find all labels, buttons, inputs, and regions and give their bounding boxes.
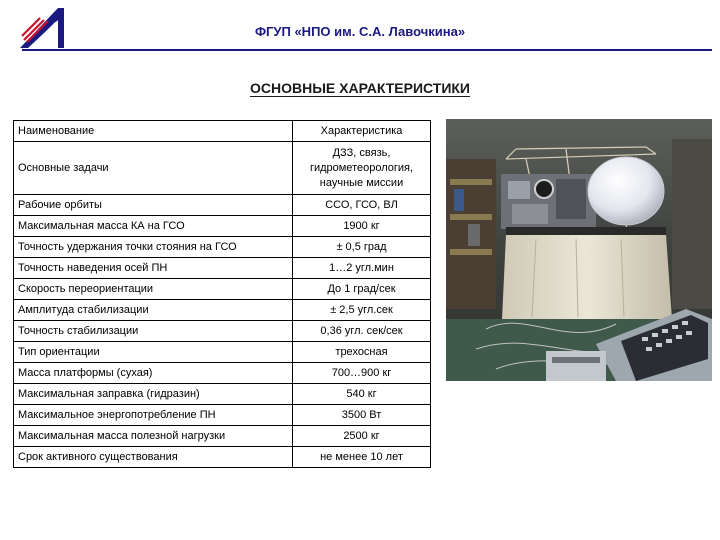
- row-name: Тип ориентации: [14, 342, 293, 363]
- table-row: [14, 363, 431, 384]
- row-value: 1900 кг: [293, 216, 431, 237]
- row-value: не менее 10 лет: [293, 447, 431, 468]
- row-value: 700…900 кг: [293, 363, 431, 384]
- row-value: ± 2,5 угл.сек: [293, 300, 431, 321]
- table-row: [14, 300, 431, 321]
- characteristics-table: [13, 120, 431, 468]
- row-name: Максимальная масса КА на ГСО: [14, 216, 293, 237]
- table-row: [14, 195, 431, 216]
- table-row: [14, 447, 431, 468]
- table-row: [14, 342, 431, 363]
- row-name: Максимальная заправка (гидразин): [14, 384, 293, 405]
- row-value: 1…2 угл.мин: [293, 258, 431, 279]
- table-row: [14, 426, 431, 447]
- row-name: Максимальное энергопотребление ПН: [14, 405, 293, 426]
- row-name: Амплитуда стабилизации: [14, 300, 293, 321]
- row-value: 540 кг: [293, 384, 431, 405]
- row-value: ДЗЗ, связь, гидрометеорология, научные миссии: [293, 142, 431, 195]
- row-value: трехосная: [293, 342, 431, 363]
- row-value: До 1 град/сек: [293, 279, 431, 300]
- table-row: [14, 237, 431, 258]
- slide-title: ОСНОВНЫЕ ХАРАКТЕРИСТИКИ: [250, 80, 470, 96]
- row-name: Точность стабилизации: [14, 321, 293, 342]
- row-value: 3500 Вт: [293, 405, 431, 426]
- row-name: Срок активного существования: [14, 447, 293, 468]
- row-name: Точность наведения осей ПН: [14, 258, 293, 279]
- row-value: ССО, ГСО, ВЛ: [293, 195, 431, 216]
- organization-title: ФГУП «НПО им. С.А. Лавочкина»: [254, 24, 466, 39]
- column-header-value: Характеристика: [293, 121, 431, 142]
- row-name: Основные задачи: [14, 142, 293, 195]
- row-value: 2500 кг: [293, 426, 431, 447]
- table-row: [14, 142, 431, 195]
- row-name: Максимальная масса полезной нагрузки: [14, 426, 293, 447]
- column-header-name: Наименование: [14, 121, 293, 142]
- row-name: Рабочие орбиты: [14, 195, 293, 216]
- row-name: Масса платформы (сухая): [14, 363, 293, 384]
- table-row: [14, 405, 431, 426]
- row-value: 0,36 угл. сек/сек: [293, 321, 431, 342]
- table-row: [14, 216, 431, 237]
- header-divider: [22, 49, 712, 51]
- table-row: [14, 321, 431, 342]
- table-row: [14, 279, 431, 300]
- spacecraft-photo: [446, 119, 712, 381]
- row-name: Точность удержания точки стояния на ГСО: [14, 237, 293, 258]
- table-header-row: [14, 121, 431, 142]
- row-value: ± 0,5 град: [293, 237, 431, 258]
- table-row: [14, 384, 431, 405]
- table-row: [14, 258, 431, 279]
- row-name: Скорость переориентации: [14, 279, 293, 300]
